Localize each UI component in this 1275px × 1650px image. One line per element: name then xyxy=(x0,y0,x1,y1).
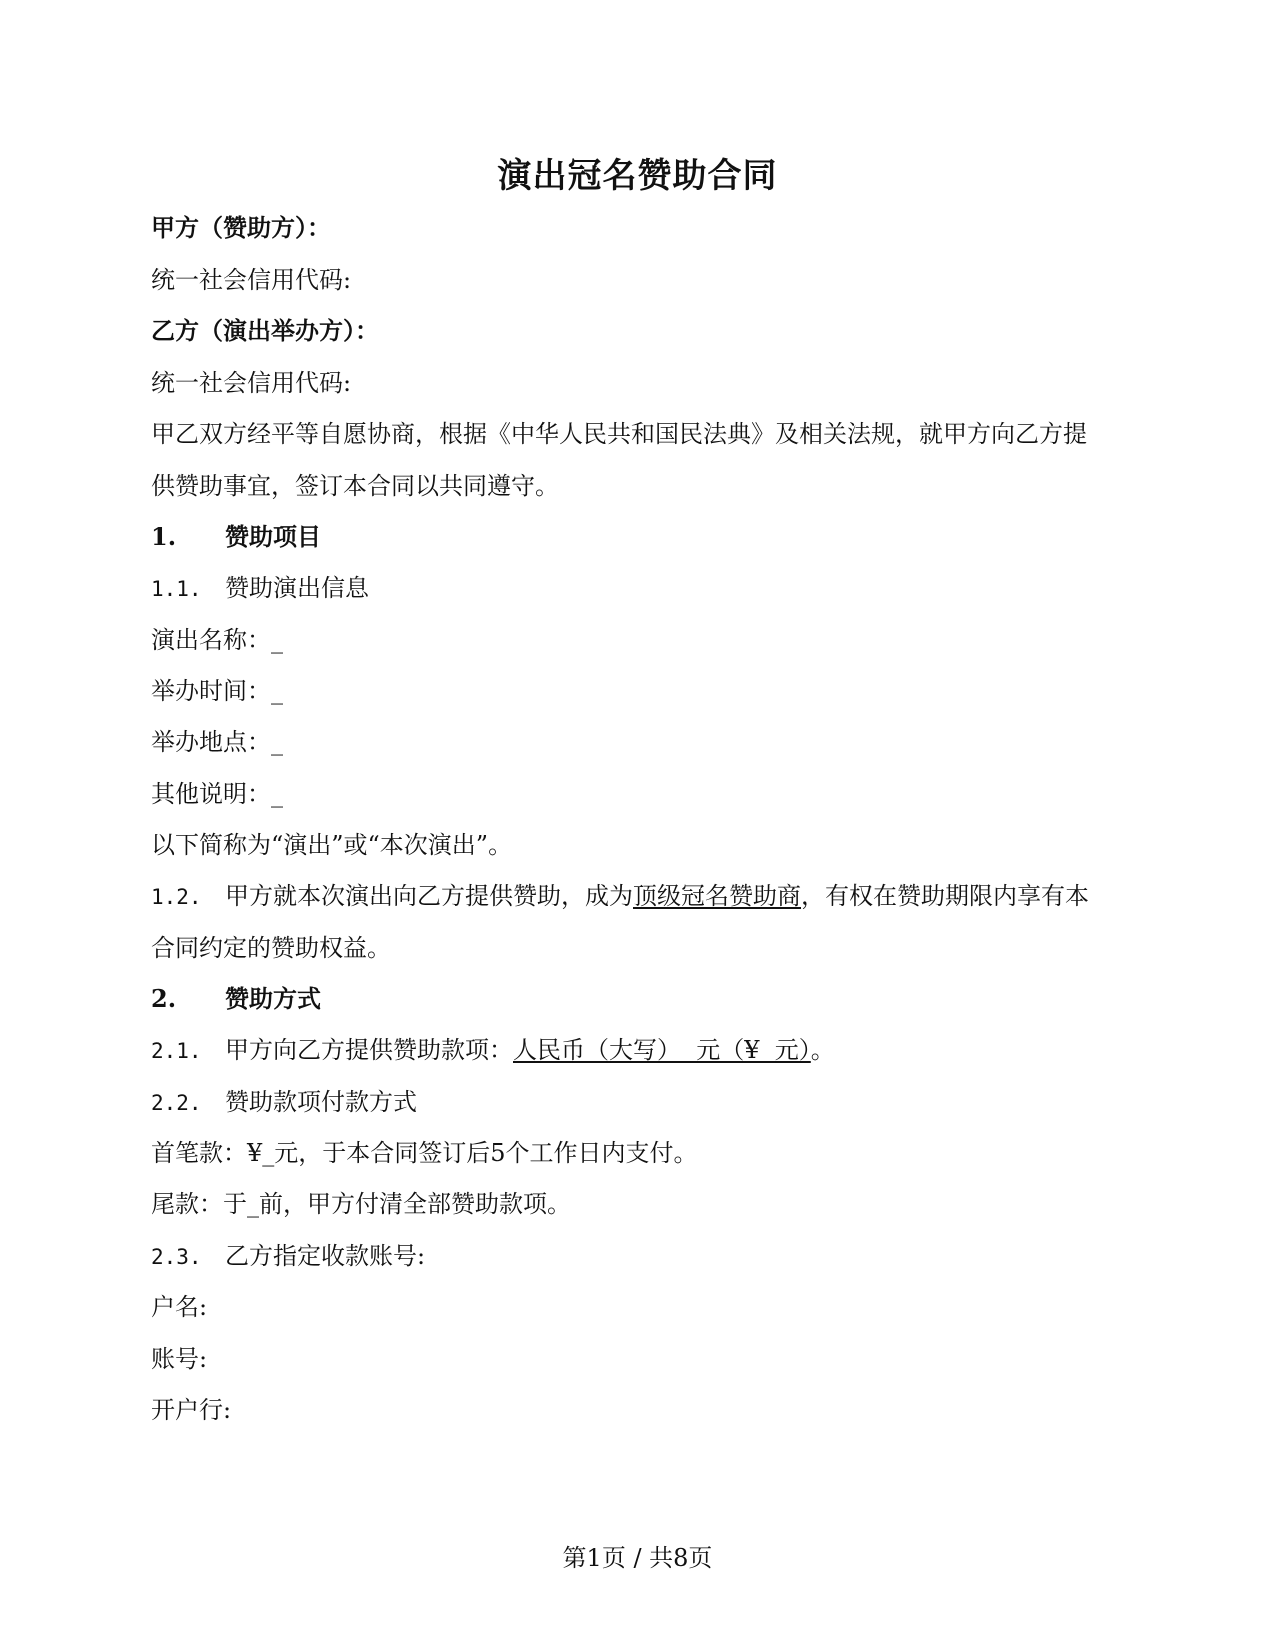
clause-2-3-number: 2.3. xyxy=(151,1245,202,1269)
clause-2-1-number: 2.1. xyxy=(151,1039,202,1063)
clause-2-1-text-before: 甲方向乙方提供赞助款项： xyxy=(225,1036,513,1064)
clause-1-2-text-after: ，有权在赞助期限内享有本 xyxy=(801,882,1089,910)
party-a-credit-code: 统一社会信用代码: xyxy=(151,266,352,294)
final-payment-text: 尾款：于_前，甲方付清全部赞助款项。 xyxy=(151,1190,571,1218)
first-payment-text: 首笔款：¥_元，于本合同签订后5个工作日内支付。 xyxy=(151,1139,698,1167)
page-footer: 第1页 / 共8页 xyxy=(562,1544,713,1572)
clause-2-2-text: 赞助款项付款方式 xyxy=(225,1088,417,1116)
document-title: 演出冠名赞助合同 xyxy=(497,156,778,196)
clause-1-2-number: 1.2. xyxy=(151,885,202,909)
clause-1-2-text-before: 甲方就本次演出向乙方提供赞助，成为 xyxy=(225,882,633,910)
clause-1-2-underlined: 顶级冠名赞助商 xyxy=(633,882,801,910)
section-2-title: 赞助方式 xyxy=(225,984,321,1013)
party-b-label: 乙方（演出举办方）： xyxy=(151,316,379,345)
show-name-field: 演出名称：_ xyxy=(151,626,283,654)
clause-2-3 xyxy=(151,1239,425,1274)
section-1-heading xyxy=(151,520,321,554)
preamble-line-1: 甲乙双方经平等自愿协商，根据《中华人民共和国民法典》及相关法规，就甲方向乙方提 xyxy=(151,420,1087,448)
bank-field: 开户行: xyxy=(151,1396,232,1424)
account-name-field: 户名: xyxy=(151,1293,208,1321)
clause-2-3-text: 乙方指定收款账号: xyxy=(225,1242,426,1270)
section-1-number: 1. xyxy=(151,522,177,551)
clause-2-1-text-after: 。 xyxy=(810,1036,835,1064)
other-notes-field: 其他说明：_ xyxy=(151,780,283,808)
preamble-line-2: 供赞助事宜，签订本合同以共同遵守。 xyxy=(151,472,559,500)
clause-2-1 xyxy=(151,1033,835,1068)
hold-time-field: 举办时间：_ xyxy=(151,677,283,705)
section-2-number: 2. xyxy=(151,984,177,1013)
clause-1-1-number: 1.1. xyxy=(151,577,202,601)
clause-1-2 xyxy=(151,879,1089,914)
clause-1-2-line-2: 合同约定的赞助权益。 xyxy=(151,934,391,962)
clause-1-1-text: 赞助演出信息 xyxy=(225,574,369,602)
account-number-field: 账号: xyxy=(151,1345,208,1373)
hold-place-field: 举办地点：_ xyxy=(151,728,283,756)
section-1-title: 赞助项目 xyxy=(225,522,321,551)
referred-as-text: 以下简称为“演出”或“本次演出”。 xyxy=(151,831,513,859)
clause-2-1-underlined: 人民币（大写） 元（¥ 元） xyxy=(513,1036,811,1064)
section-2-heading xyxy=(151,982,321,1016)
clause-2-2-number: 2.2. xyxy=(151,1091,202,1115)
clause-2-2 xyxy=(151,1085,417,1120)
party-b-credit-code: 统一社会信用代码: xyxy=(151,369,352,397)
party-a-label: 甲方（赞助方）： xyxy=(151,213,331,242)
clause-1-1 xyxy=(151,571,369,606)
